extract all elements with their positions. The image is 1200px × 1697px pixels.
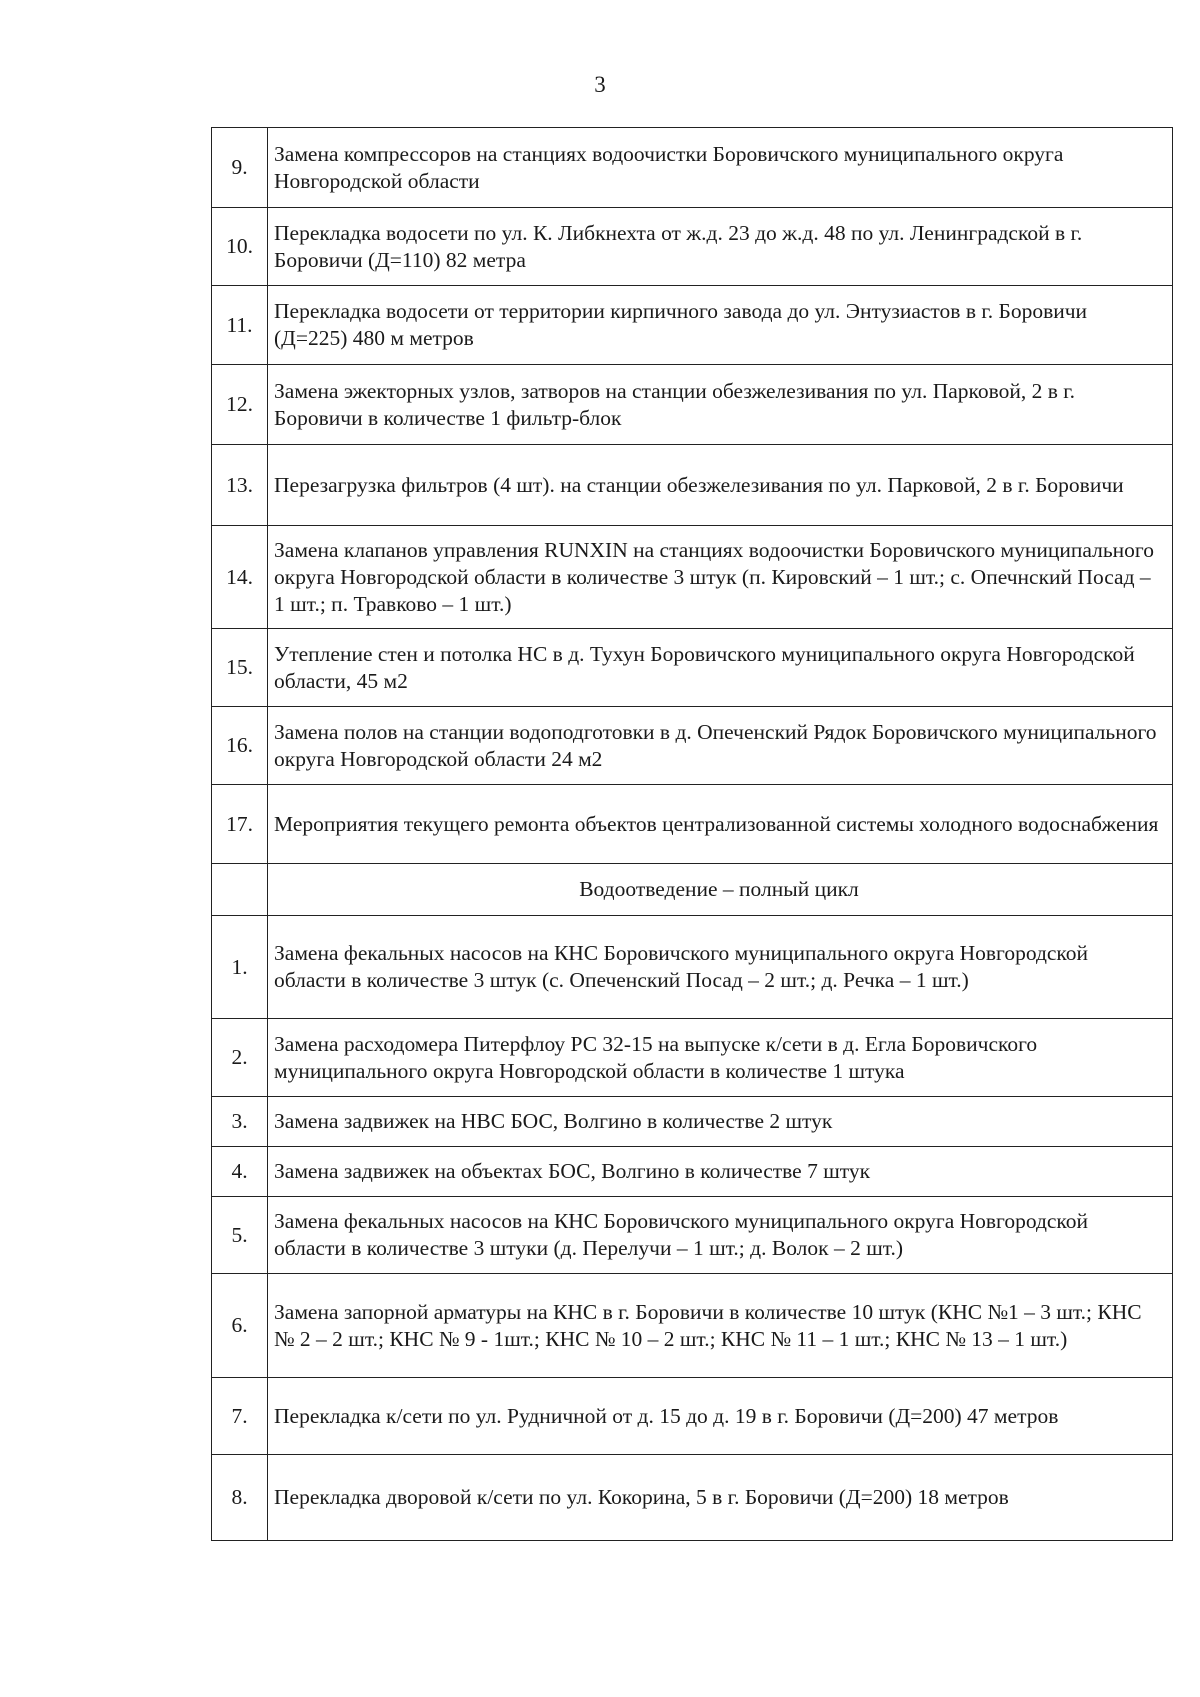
table-row — [212, 128, 1173, 208]
row-text: Мероприятия текущего ремонта объектов централизованной системы холодного водоснабжения — [268, 785, 1173, 864]
row-text: Перекладка дворовой к/сети по ул. Кокорина, 5 в г. Боровичи (Д=200) 18 метров — [268, 1455, 1173, 1541]
row-text: Замена клапанов управления RUNXIN на станциях водоочистки Боровичского муниципального округа Новгородской области в количестве 3 штук (п. Кировский – 1 шт.; с. Опечнский Посад – 1 шт.; п. Травково – 1 шт.) — [268, 526, 1173, 629]
row-number: 13. — [212, 445, 268, 526]
row-number: 9. — [212, 128, 268, 208]
row-number: 3. — [212, 1097, 268, 1147]
table-row — [212, 785, 1173, 864]
row-text: Замена фекальных насосов на КНС Боровичского муниципального округа Новгородской области в количестве 3 штук (с. Опеченский Посад – 2 шт.; д. Речка – 1 шт.) — [268, 916, 1173, 1019]
section-header-row — [212, 864, 1173, 916]
row-text: Перекладка водосети от территории кирпичного завода до ул. Энтузиастов в г. Боровичи (Д=225) 480 м метров — [268, 286, 1173, 365]
row-number: 5. — [212, 1197, 268, 1274]
row-number: 6. — [212, 1274, 268, 1378]
table-row — [212, 1019, 1173, 1097]
table-row — [212, 1197, 1173, 1274]
row-number: 4. — [212, 1147, 268, 1197]
row-number: 1. — [212, 916, 268, 1019]
page-number: 3 — [594, 72, 606, 97]
table-row — [212, 1274, 1173, 1378]
table-row — [212, 707, 1173, 785]
table-row — [212, 1455, 1173, 1541]
row-number: 2. — [212, 1019, 268, 1097]
row-text: Перезагрузка фильтров (4 шт). на станции обезжелезивания по ул. Парковой, 2 в г. Боровичи — [268, 445, 1173, 526]
row-text: Замена расходомера Питерфлоу РС 32-15 на выпуске к/сети в д. Егла Боровичского муниципального округа Новгородской области в количестве 1 штука — [268, 1019, 1173, 1097]
row-number: 17. — [212, 785, 268, 864]
works-table — [211, 127, 1173, 1541]
row-text: Перекладка водосети по ул. К. Либкнехта от ж.д. 23 до ж.д. 48 по ул. Ленинградской в г. Боровичи (Д=110) 82 метра — [268, 208, 1173, 286]
row-number: 11. — [212, 286, 268, 365]
row-number — [212, 864, 268, 916]
section-title: Водоотведение – полный цикл — [268, 864, 1173, 916]
table-row — [212, 445, 1173, 526]
row-number: 14. — [212, 526, 268, 629]
row-number: 12. — [212, 365, 268, 445]
table-row — [212, 916, 1173, 1019]
table-row — [212, 629, 1173, 707]
row-text: Замена запорной арматуры на КНС в г. Боровичи в количестве 10 штук (КНС №1 – 3 шт.; КНС № 2 – 2 шт.; КНС № 9 - 1шт.; КНС № 10 – 2 шт.; КНС № 11 – 1 шт.; КНС № 13 – 1 шт.) — [268, 1274, 1173, 1378]
table-row — [212, 365, 1173, 445]
row-text: Замена задвижек на НВС БОС, Волгино в количестве 2 штук — [268, 1097, 1173, 1147]
row-text: Утепление стен и потолка НС в д. Тухун Боровичского муниципального округа Новгородской области, 45 м2 — [268, 629, 1173, 707]
row-text: Замена компрессоров на станциях водоочистки Боровичского муниципального округа Новгородской области — [268, 128, 1173, 208]
table-row — [212, 1147, 1173, 1197]
row-number: 10. — [212, 208, 268, 286]
row-number: 7. — [212, 1378, 268, 1455]
table-row — [212, 286, 1173, 365]
row-text: Замена полов на станции водоподготовки в д. Опеченский Рядок Боровичского муниципального округа Новгородской области 24 м2 — [268, 707, 1173, 785]
row-text: Замена задвижек на объектах БОС, Волгино в количестве 7 штук — [268, 1147, 1173, 1197]
table-row — [212, 1378, 1173, 1455]
row-text: Перекладка к/сети по ул. Рудничной от д. 15 до д. 19 в г. Боровичи (Д=200) 47 метров — [268, 1378, 1173, 1455]
row-text: Замена эжекторных узлов, затворов на станции обезжелезивания по ул. Парковой, 2 в г. Боровичи в количестве 1 фильтр-блок — [268, 365, 1173, 445]
table-row — [212, 208, 1173, 286]
row-text: Замена фекальных насосов на КНС Боровичского муниципального округа Новгородской области в количестве 3 штуки (д. Перелучи – 1 шт.; д. Волок – 2 шт.) — [268, 1197, 1173, 1274]
table-row — [212, 1097, 1173, 1147]
row-number: 8. — [212, 1455, 268, 1541]
row-number: 15. — [212, 629, 268, 707]
row-number: 16. — [212, 707, 268, 785]
table-row — [212, 526, 1173, 629]
